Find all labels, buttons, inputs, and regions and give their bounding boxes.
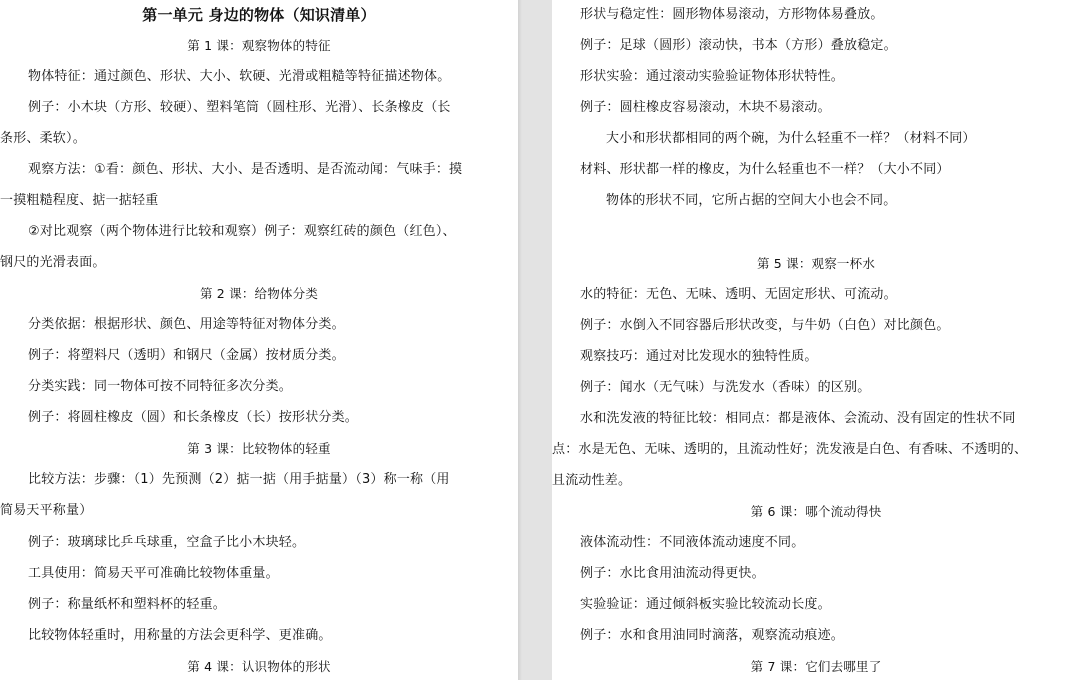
paragraph-line: 例子：将塑料尺（透明）和钢尺（金属）按材质分类。	[28, 348, 345, 363]
lesson-heading: 第 1 课：观察物体的特征	[187, 38, 331, 53]
paragraph-line: 例子：小木块（方形、较硬）、塑料笔筒（圆柱形、光滑）、长条橡皮（长	[28, 100, 451, 115]
page-title: 第一单元 身边的物体（知识清单）	[142, 6, 376, 24]
paragraph-line: 观察方法：①看：颜色、形状、大小、是否透明、是否流动闻：气味手：摸	[28, 162, 463, 177]
paragraph-line: 例子：圆柱橡皮容易滚动，木块不易滚动。	[580, 100, 831, 115]
lesson-heading: 第 7 课：它们去哪里了	[750, 659, 882, 674]
lesson-heading: 第 5 课：观察一杯水	[756, 256, 876, 271]
paragraph-line: 例子：足球（圆形）滚动快，书本（方形）叠放稳定。	[580, 38, 897, 53]
paragraph-line: 例子：闻水（无气味）与洗发水（香味）的区别。	[580, 380, 871, 395]
paragraph-line: 比较物体轻重时，用称量的方法会更科学、更准确。	[28, 628, 332, 643]
paragraph-line: 形状与稳定性：圆形物体易滚动，方形物体易叠放。	[580, 7, 884, 22]
paragraph-line: 观察技巧：通过对比发现水的独特性质。	[580, 349, 818, 364]
paragraph-line: 材料、形状都一样的橡皮，为什么轻重也不一样？（大小不同）	[580, 162, 950, 177]
paragraph-line: 液体流动性：不同液体流动速度不同。	[580, 535, 805, 550]
paragraph-line: 一摸粗糙程度、掂一掂轻重	[0, 193, 159, 208]
document-page-left	[0, 0, 518, 680]
paragraph-line: 分类实践：同一物体可按不同特征多次分类。	[28, 379, 293, 394]
document-page-right	[552, 0, 1080, 680]
paragraph-line: 例子：称量纸杯和塑料杯的轻重。	[28, 597, 227, 612]
paragraph-line: 例子：水和食用油同时滴落，观察流动痕迹。	[580, 628, 845, 643]
paragraph-line: 物体特征：通过颜色、形状、大小、软硬、光滑或粗糙等特征描述物体。	[28, 69, 451, 84]
paragraph-line: 例子：将圆柱橡皮（圆）和长条橡皮（长）按形状分类。	[28, 410, 359, 425]
lesson-heading: 第 3 课：比较物体的轻重	[187, 441, 331, 456]
paragraph-line: 水和洗发液的特征比较：相同点：都是液体、会流动、没有固定的性状不同	[580, 411, 1016, 426]
paragraph-line: 实验验证：通过倾斜板实验比较流动长度。	[580, 597, 831, 612]
paragraph-line: 简易天平称量）	[0, 503, 93, 518]
paragraph-line: 例子：玻璃球比乒乓球重，空盒子比小木块轻。	[28, 535, 306, 550]
paragraph-line: 水的特征：无色、无味、透明、无固定形状、可流动。	[580, 287, 897, 302]
paragraph-line: 钢尺的光滑表面。	[0, 255, 106, 270]
paragraph-line: 物体的形状不同，它所占据的空间大小也会不同。	[606, 193, 897, 208]
paragraph-line: 且流动性差。	[552, 473, 632, 488]
paragraph-line: 分类依据：根据形状、颜色、用途等特征对物体分类。	[28, 317, 345, 332]
paragraph-line: 大小和形状都相同的两个碗，为什么轻重不一样？（材料不同）	[606, 131, 976, 146]
paragraph-line: 条形、柔软）。	[0, 131, 86, 146]
lesson-heading: 第 2 课：给物体分类	[199, 286, 319, 301]
paragraph-line: 例子：水比食用油流动得更快。	[580, 566, 765, 581]
paragraph-line: ②对比观察（两个物体进行比较和观察）例子：观察红砖的颜色（红色）、	[28, 224, 456, 239]
lesson-heading: 第 4 课：认识物体的形状	[187, 659, 331, 674]
paragraph-line: 点：水是无色、无味、透明的，且流动性好；洗发液是白色、有香味、不透明的、	[552, 442, 1028, 457]
paragraph-line: 形状实验：通过滚动实验验证物体形状特性。	[580, 69, 845, 84]
lesson-heading: 第 6 课：哪个流动得快	[750, 504, 882, 519]
paragraph-line: 比较方法：步骤：（1）先预测（2）掂一掂（用手掂量）（3）称一称（用	[28, 472, 450, 487]
page-gap-shadow	[518, 0, 522, 680]
paragraph-line: 工具使用：简易天平可准确比较物体重量。	[28, 566, 279, 581]
paragraph-line: 例子：水倒入不同容器后形状改变，与牛奶（白色）对比颜色。	[580, 318, 950, 333]
